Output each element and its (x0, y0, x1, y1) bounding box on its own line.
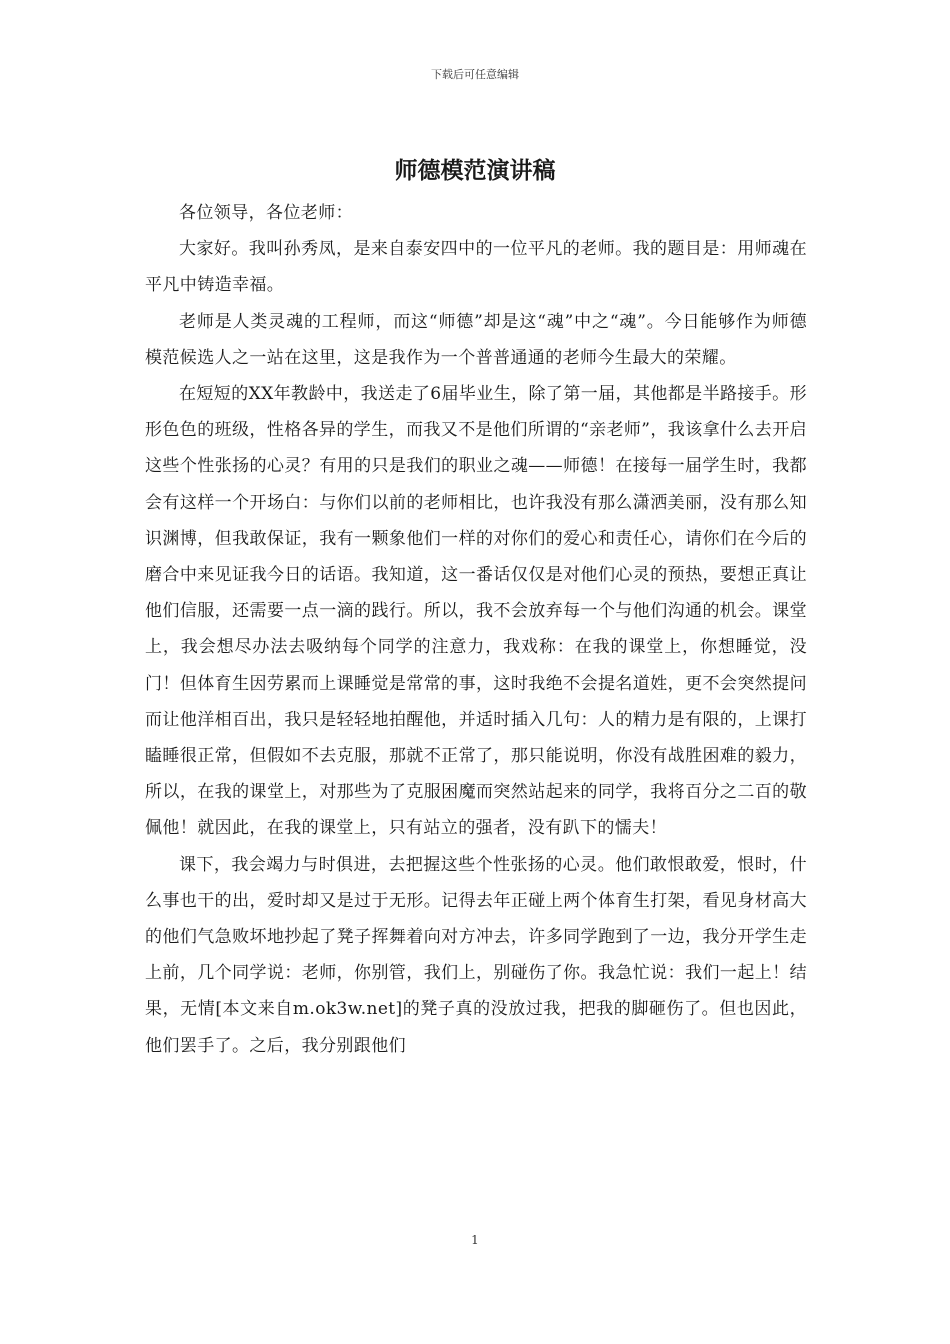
document-title: 师德模范演讲稿 (394, 157, 556, 184)
intro-paragraph: 大家好。我叫孙秀凤，是来自泰安四中的一位平凡的老师。我的题目是：用师魂在平凡中铸造幸福。 (145, 239, 807, 296)
body-paragraph: 老师是人类灵魂的工程师，而这“师德”却是这“魂”中之“魂”。今日能够作为师德模范候选人之一站在这里，这是我作为一个普普通通的老师今生最大的荣耀。 (145, 311, 808, 368)
body-paragraph: 在短短的XX年教龄中，我送走了6届毕业生，除了第一届，其他都是半路接手。形形色色的班级，性格各异的学生，而我又不是他们所谓的“亲老师”，我该拿什么去开启这些个性张扬的心灵？有用的只是我们的职业之魂——师德！在接每一届学生时，我都会有这样一个开场白：与你们以前的老师相比，也许我没有那么潇洒美丽，没有那么知识渊博，但我敢保证，我有一颗象他们一样的对你们的爱心和责任心，请你们在今后的磨合中来见证我今日的话语。我知道，这一番话仅仅是对他们心灵的预热，要想正真让他们信服，还需要一点一滴的践行。所以，我不会放弃每一个与他们沟通的机会。课堂上，我会想尽办法去吸纳每个同学的注意力，我戏称：在我的课堂上，你想睡觉，没门！但体育生因劳累而上课睡觉是常常的事，这时我绝不会提名道姓，更不会突然提问而让他洋相百出，我只是轻轻地拍醒他，并适时插入几句：人的精力是有限的，上课打瞌睡很正常，但假如不去克服，那就不正常了，那只能说明，你没有战胜困难的毅力，所以，在我的课堂上，对那些为了克服困魔而突然站起来的同学，我将百分之二百的敬佩他！就因此，在我的课堂上，只有站立的强者，没有趴下的懦夫！ (145, 384, 807, 839)
page-header-note: 下载后可任意编辑 (431, 68, 519, 81)
salutation-paragraph: 各位领导，各位老师： (179, 203, 353, 223)
page-number: 1 (471, 1233, 479, 1247)
document-body (145, 195, 807, 1064)
body-paragraph: 课下，我会竭力与时俱进，去把握这些个性张扬的心灵。他们敢恨敢爱，恨时，什么事也干的出，爱时却又是过于无形。记得去年正碰上两个体育生打架，看见身材高大的他们气急败坏地抄起了凳子挥舞着向对方冲去，许多同学跑到了一边，我分开学生走上前，几个同学说：老师，你别管，我们上，别碰伤了你。我急忙说：我们一起上！结果，无情[本文来自m.ok3w.net]的凳子真的没放过我，把我的脚砸伤了。但也因此，他们罢手了。之后，我分别跟他们 (145, 854, 807, 1056)
